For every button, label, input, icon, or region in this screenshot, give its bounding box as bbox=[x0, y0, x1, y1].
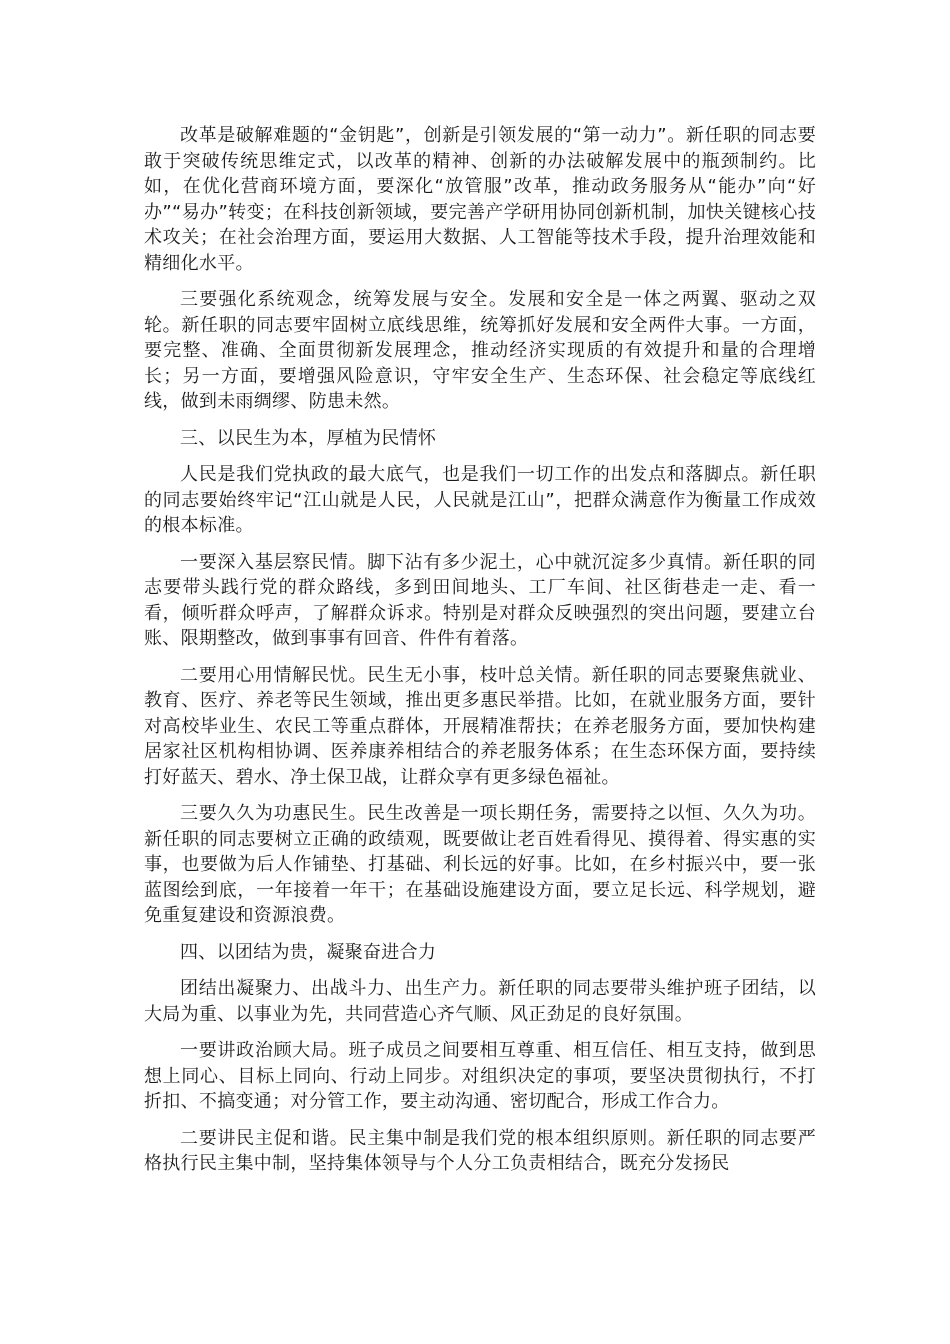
paragraph-politics: 一要讲政治顾大局。班子成员之间要相互尊重、相互信任、相互支持，做到思想上同心、目标上同向、行动上同步。对组织决定的事项，要坚决贯彻执行，不打折扣、不搞变通；对分管工作，要主动沟通、密切配合，形成工作合力。 bbox=[144, 1040, 816, 1112]
section-heading-3: 三、以民生为本，厚植为民情怀 bbox=[180, 427, 437, 449]
paragraph-livelihood-worries: 二要用心用情解民忧。民生无小事，枝叶总关情。新任职的同志要聚焦就业、教育、医疗、养老等民生领域，推出更多惠民举措。比如，在就业服务方面，要针对高校毕业生、农民工等重点群体，开展精准帮扶；在养老服务方面，要加快构建居家社区机构相协调、医养康养相结合的养老服务体系；在生态环保方面，要持续打好蓝天、碧水、净土保卫战，让群众享有更多绿色福祉。 bbox=[144, 664, 816, 788]
paragraph-unity-intro: 团结出凝聚力、出战斗力、出生产力。新任职的同志要带头维护班子团结，以大局为重、以事业为先，共同营造心齐气顺、风正劲足的良好氛围。 bbox=[144, 978, 816, 1025]
section-heading-4: 四、以团结为贵，凝聚奋进合力 bbox=[180, 941, 437, 963]
paragraph-long-term: 三要久久为功惠民生。民生改善是一项长期任务，需要持之以恒、久久为功。新任职的同志要树立正确的政绩观，既要做让老百姓看得见、摸得着、得实惠的实事，也要做为后人作铺垫、打基础、利长远的好事。比如，在乡村振兴中，要一张蓝图绘到底，一年接着一年干；在基础设施建设方面，要立足长远、科学规划，避免重复建设和资源浪费。 bbox=[144, 803, 816, 926]
paragraph-democracy: 二要讲民主促和谐。民主集中制是我们党的根本组织原则。新任职的同志要严格执行民主集中制，坚持集体领导与个人分工负责相结合，既充分发扬民 bbox=[144, 1127, 816, 1174]
paragraph-system-concept: 三要强化系统观念，统筹发展与安全。发展和安全是一体之两翼、驱动之双轮。新任职的同志要牢固树立底线思维，统筹抓好发展和安全两件大事。一方面，要完整、准确、全面贯彻新发展理念，推动经济实现质的有效提升和量的合理增长；另一方面，要增强风险意识，守牢安全生产、生态环保、社会稳定等底线红线，做到未雨绸缪、防患未然。 bbox=[144, 289, 816, 412]
paragraph-reform: 改革是破解难题的“金钥匙”，创新是引领发展的“第一动力”。新任职的同志要敢于突破传统思维定式，以改革的精神、创新的办法破解发展中的瓶颈制约。比如，在优化营商环境方面，要深化“放管服”改革，推动政务服务从“能办”向“好办”“易办”转变；在科技创新领域，要完善产学研用协同创新机制，加快关键核心技术攻关；在社会治理方面，要运用大数据、人工智能等技术手段，提升治理效能和精细化水平。 bbox=[144, 125, 816, 274]
paragraph-people-intro: 人民是我们党执政的最大底气，也是我们一切工作的出发点和落脚点。新任职的同志要始终牢记“江山就是人民，人民就是江山”，把群众满意作为衡量工作成效的根本标准。 bbox=[144, 464, 816, 536]
document-page bbox=[144, 123, 816, 1188]
paragraph-grassroots: 一要深入基层察民情。脚下沾有多少泥土，心中就沉淀多少真情。新任职的同志要带头践行党的群众路线，多到田间地头、工厂车间、社区街巷走一走、看一看，倾听群众呼声，了解群众诉求。特别是对群众反映强烈的突出问题，要建立台账、限期整改，做到事事有回音、件件有着落。 bbox=[144, 551, 816, 649]
